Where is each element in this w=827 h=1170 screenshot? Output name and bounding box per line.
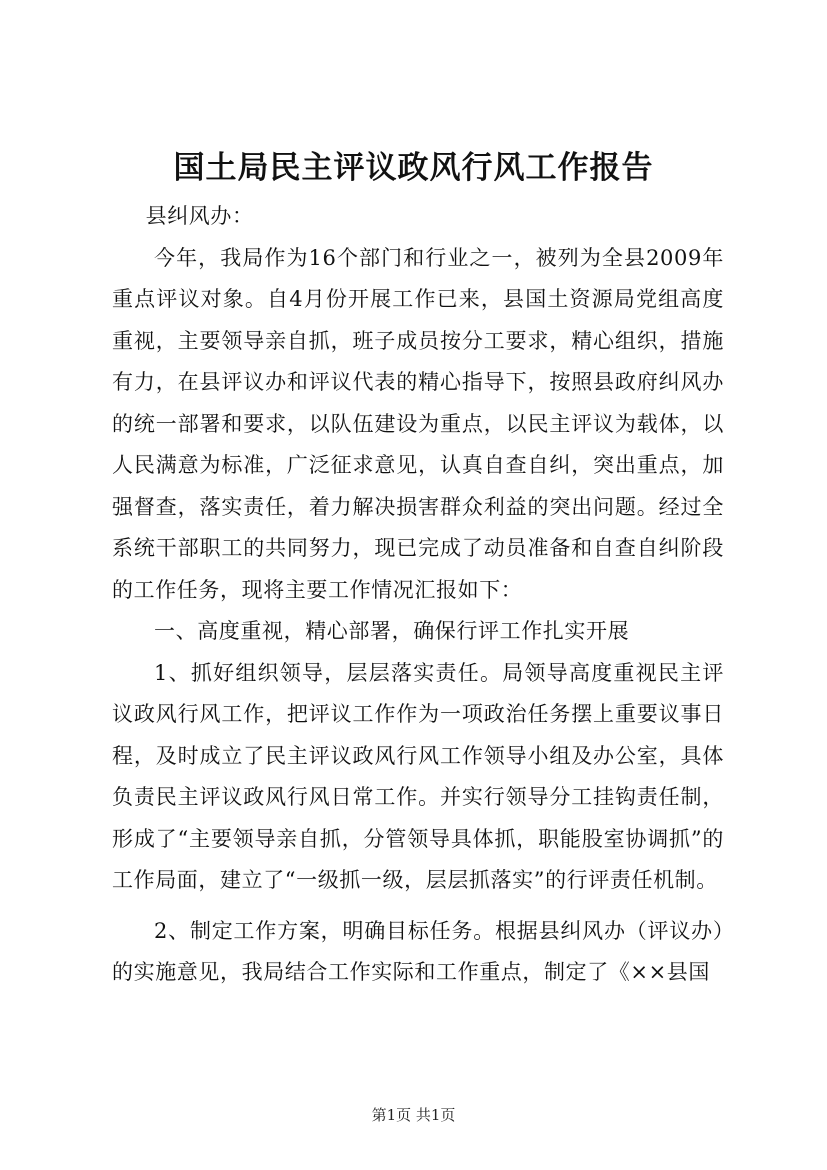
- section-heading-1: 一、高度重视，精心部署，确保行评工作扎实开展: [154, 619, 630, 643]
- paragraph-intro: 今年，我局作为16个部门和行业之一，被列为全县2009年重点评议对象。自4月份开展工作已来，县国土资源局党组高度重视，主要领导亲自抓，班子成员按分工要求，精心组织，措施有力，在县评议办和评议代表的精心指导下，按照县政府纠风办的统一部署和要求，以队伍建设为重点，以民主评议为载体，以人民满意为标准，广泛征求意见，认真自查自纠，突出重点，加强督查，落实责任，着力解决损害群众利益的突出问题。经过全系统干部职工的共同努力，现已完成了动员准备和自查自纠阶段的工作任务，现将主要工作情况汇报如下：: [112, 245, 724, 602]
- document-body: [112, 196, 724, 994]
- paragraph-item-1: 1、抓好组织领导，层层落实责任。局领导高度重视民主评议政风行风工作，把评议工作作为一项政治任务摆上重要议事日程，及时成立了民主评议政风行风工作领导小组及办公室，具体负责民主评议政风行风日常工作。并实行领导分工挂钩责任制，形成了“主要领导亲自抓，分管领导具体抓，职能股室协调抓”的工作局面，建立了“一级抓一级，层层抓落实”的行评责任机制。: [112, 660, 724, 892]
- page-footer: 第1页 共1页: [371, 1106, 456, 1124]
- document-title: 国土局民主评议政风行风工作报告: [173, 150, 654, 186]
- salutation: 县纠风办：: [145, 204, 254, 228]
- paragraph-item-2: 2、制定工作方案，明确目标任务。根据县纠风办（评议办）的实施意见，我局结合工作实际和工作重点，制定了《××县国: [112, 918, 724, 984]
